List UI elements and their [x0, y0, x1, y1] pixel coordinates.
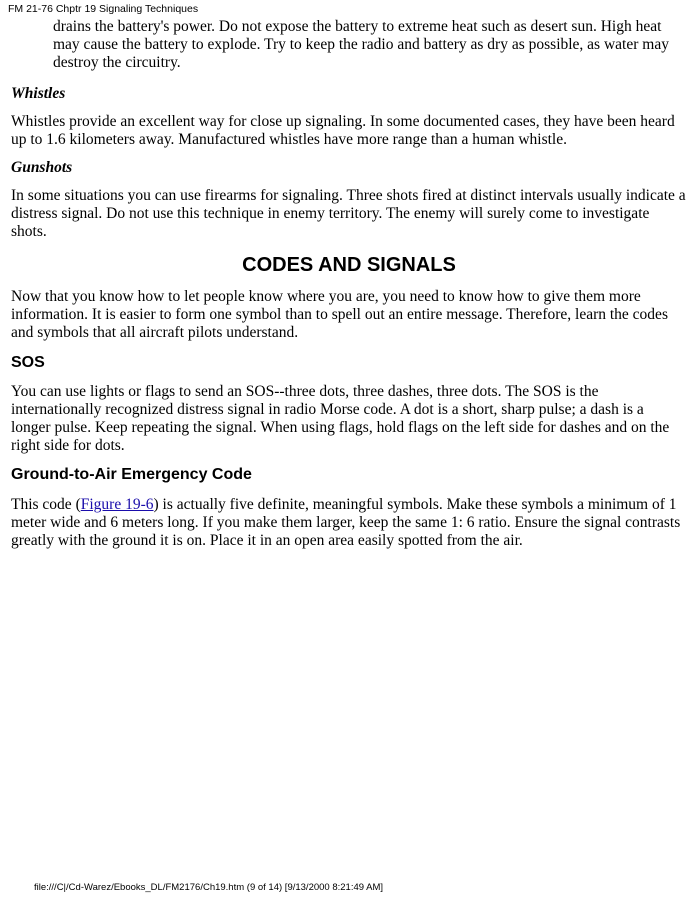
whistles-heading: Whistles	[11, 85, 66, 102]
codes-and-signals-title: CODES AND SIGNALS	[242, 254, 456, 276]
continued-paragraph: drains the battery's power. Do not expose the battery to extreme heat such as desert sun. High heat may cause the battery to explode. Try to keep the radio and battery as dry as possible, as water may destroy the circuitry.	[53, 18, 669, 71]
gunshots-paragraph: In some situations you can use firearms for signaling. Three shots fired at distinct intervals usually indicate a distress signal. Do not use this technique in enemy territory. The enemy will surely come to investigate shots.	[11, 187, 686, 240]
footer-file-path: file:///C|/Cd-Warez/Ebooks_DL/FM2176/Ch19.htm (9 of 14) [9/13/2000 8:21:49 AM]	[34, 882, 384, 893]
codes-and-signals-paragraph: Now that you know how to let people know where you are, you need to know how to give them more information. It is easier to form one symbol than to spell out an entire message. Therefore, learn the codes and symbols that all aircraft pilots understand.	[11, 288, 668, 341]
figure-19-6-link[interactable]: Figure 19-6	[80, 496, 154, 513]
ground-to-air-text-before: This code (	[11, 496, 81, 513]
ground-to-air-text-after: ) is actually five definite, meaningful symbols. Make these symbols a minimum of 1 meter wide and 6 meters long. If you make them larger, keep the same 1: 6 ratio. Ensure the signal contrasts greatly with the ground it is on. Place it in an open area easily spotted from the air.	[11, 496, 681, 549]
page-content	[11, 18, 687, 550]
running-header: FM 21-76 Chptr 19 Signaling Techniques	[8, 3, 199, 15]
gunshots-heading: Gunshots	[11, 159, 73, 176]
ground-to-air-paragraph	[11, 496, 687, 550]
sos-heading: SOS	[11, 354, 45, 371]
ground-to-air-heading: Ground-to-Air Emergency Code	[11, 466, 252, 483]
whistles-paragraph: Whistles provide an excellent way for close up signaling. In some documented cases, they have been heard up to 1.6 kilometers away. Manufactured whistles have more range than a human whistle.	[11, 113, 675, 148]
sos-paragraph: You can use lights or flags to send an SOS--three dots, three dashes, three dots. The SOS is the internationally recognized distress signal in radio Morse code. A dot is a short, sharp pulse; a dash is a longer pulse. Keep repeating the signal. When using flags, hold flags on the left side for dashes and on the right side for dots.	[11, 383, 670, 454]
